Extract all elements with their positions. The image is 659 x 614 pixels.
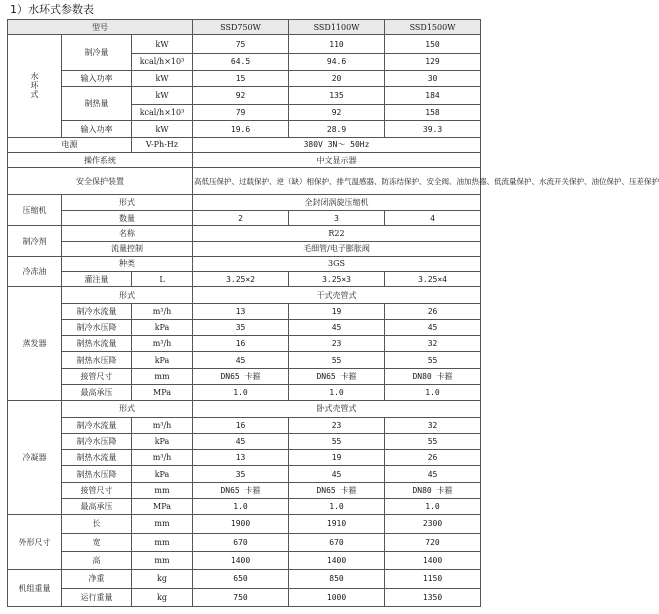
unit-cell: kPa	[132, 466, 193, 482]
value-cell: 13	[193, 303, 289, 319]
label-cell: 形式	[62, 401, 193, 417]
unit-cell: kg	[132, 588, 193, 606]
value-cell: 670	[193, 533, 289, 551]
label-input-power: 输入功率	[62, 70, 132, 86]
unit-cell: kW	[132, 121, 193, 137]
table-row	[8, 194, 481, 210]
unit-cell: m³/h	[132, 336, 193, 352]
value-cell: 650	[193, 570, 289, 588]
value-cell: 92	[289, 105, 385, 121]
page-title: 1）水环式参数表	[10, 3, 94, 16]
label-cell: 名称	[62, 226, 193, 241]
value-cell: 1.0	[193, 499, 289, 515]
unit-cell: kPa	[132, 433, 193, 449]
value-cell: 卧式壳管式	[193, 401, 481, 417]
value-cell: 1400	[289, 551, 385, 569]
unit-cell: m³/h	[132, 303, 193, 319]
value-cell: 16	[193, 417, 289, 433]
label-cell: 制冷水流量	[62, 417, 132, 433]
value-cell: 55	[385, 433, 481, 449]
value-cell: DN80 卡箍	[385, 482, 481, 498]
table-row	[8, 352, 481, 368]
value-cell: 1150	[385, 570, 481, 588]
unit-cell: kg	[132, 570, 193, 588]
table-row	[8, 211, 481, 226]
label-power-supply: 电源	[8, 137, 132, 152]
value-cell: 32	[385, 336, 481, 352]
value-cell: 3.25×4	[385, 272, 481, 287]
value-cell: 3.25×2	[193, 272, 289, 287]
value-cell: 2	[193, 211, 289, 226]
unit-cell: m³/h	[132, 450, 193, 466]
value-cell: 55	[289, 433, 385, 449]
label-cell: 运行重量	[62, 588, 132, 606]
value-cell: 1400	[385, 551, 481, 569]
unit-cell: L	[132, 272, 193, 287]
label-cell: 制冷水压降	[62, 433, 132, 449]
value-cell: 92	[193, 86, 289, 104]
table-row	[8, 533, 481, 551]
table-row	[8, 241, 481, 256]
value-cell: 32	[385, 417, 481, 433]
value-cell: DN80 卡箍	[385, 368, 481, 384]
table-row	[8, 499, 481, 515]
unit-cell: mm	[132, 551, 193, 569]
model-col-3: SSD1500W	[385, 20, 481, 35]
unit-cell: kcal/h×10³	[132, 105, 193, 121]
label-cell: 制热水流量	[62, 450, 132, 466]
value-cell: 184	[385, 86, 481, 104]
value-cell: DN65 卡箍	[193, 482, 289, 498]
table-row	[8, 153, 481, 168]
value-cell: 1350	[385, 588, 481, 606]
value-cell: 1.0	[289, 499, 385, 515]
label-input-power: 输入功率	[62, 121, 132, 137]
value-cell: 28.9	[289, 121, 385, 137]
section-water-ring: 水环式	[8, 35, 62, 138]
label-cell: 净重	[62, 570, 132, 588]
value-cell: 45	[289, 319, 385, 335]
label-cell: 接管尺寸	[62, 482, 132, 498]
label-safety: 安全保护装置	[8, 168, 193, 194]
value-cell: 150	[385, 35, 481, 54]
label-cell: 形式	[62, 194, 193, 210]
table-row	[8, 287, 481, 303]
label-cell: 流量控制	[62, 241, 193, 256]
model-col-1: SSD750W	[193, 20, 289, 35]
table-row	[8, 466, 481, 482]
table-row	[8, 385, 481, 401]
section-refrigerant-oil: 冷冻油	[8, 256, 62, 287]
table-row	[8, 256, 481, 271]
label-cell: 灌注量	[62, 272, 132, 287]
label-cell: 形式	[62, 287, 193, 303]
value-cell: 1.0	[385, 385, 481, 401]
table-row	[8, 168, 481, 194]
table-row	[8, 272, 481, 287]
value-cell: 19	[289, 450, 385, 466]
unit-cell: kW	[132, 35, 193, 54]
table-row	[8, 417, 481, 433]
table-row	[8, 515, 481, 533]
value-cell: 23	[289, 336, 385, 352]
label-cell: 数量	[62, 211, 193, 226]
value-cell: 干式壳管式	[193, 287, 481, 303]
value-cell: 1910	[289, 515, 385, 533]
label-cell: 种类	[62, 256, 193, 271]
section-evaporator: 蒸发器	[8, 287, 62, 401]
label-operating-system: 操作系统	[8, 153, 193, 168]
table-row	[8, 570, 481, 588]
unit-cell: kcal/h×10³	[132, 54, 193, 70]
table-row	[8, 70, 481, 86]
value-cell: 19.6	[193, 121, 289, 137]
value-cell: 26	[385, 303, 481, 319]
section-condenser: 冷凝器	[8, 401, 62, 515]
value-cell: DN65 卡箍	[193, 368, 289, 384]
value-cell: 3GS	[193, 256, 481, 271]
value-cell: 1.0	[385, 499, 481, 515]
table-row	[8, 336, 481, 352]
unit-cell: mm	[132, 482, 193, 498]
value-cell: 110	[289, 35, 385, 54]
value-cell: 39.3	[385, 121, 481, 137]
unit-cell: kPa	[132, 352, 193, 368]
label-cell: 制热水压降	[62, 466, 132, 482]
value-cell: 35	[193, 466, 289, 482]
value-cell: 19	[289, 303, 385, 319]
value-cell: 45	[385, 466, 481, 482]
value-cell: 中文显示器	[193, 153, 481, 168]
value-cell: DN65 卡箍	[289, 368, 385, 384]
value-cell: 55	[385, 352, 481, 368]
unit-cell: mm	[132, 368, 193, 384]
label-cell: 最高承压	[62, 499, 132, 515]
table-row	[8, 303, 481, 319]
value-cell: 毛细管/电子膨胀阀	[193, 241, 481, 256]
value-cell: 1.0	[289, 385, 385, 401]
table-row	[8, 35, 481, 54]
table-row	[8, 319, 481, 335]
label-cell: 制热水压降	[62, 352, 132, 368]
unit-cell: kW	[132, 86, 193, 104]
section-compressor: 压缩机	[8, 194, 62, 226]
value-cell: 1000	[289, 588, 385, 606]
value-cell: DN65 卡箍	[289, 482, 385, 498]
value-cell: 1.0	[193, 385, 289, 401]
value-cell: 1900	[193, 515, 289, 533]
header-row	[8, 20, 481, 35]
value-cell: 高低压保护、过载保护、逆（缺）相保护、排气温感器、防冻结保护、安全阀、油加热器、低流量保护、水流开关保护、油位保护、压差保护	[193, 168, 481, 194]
value-cell: 4	[385, 211, 481, 226]
table-row	[8, 86, 481, 104]
value-cell: 26	[385, 450, 481, 466]
table-row	[8, 482, 481, 498]
value-cell: 45	[193, 352, 289, 368]
table-row	[8, 121, 481, 137]
table-row	[8, 137, 481, 152]
table-row	[8, 450, 481, 466]
section-dimensions: 外形尺寸	[8, 515, 62, 570]
table-row	[8, 551, 481, 569]
value-cell: 30	[385, 70, 481, 86]
label-cell: 制冷水压降	[62, 319, 132, 335]
value-cell: 45	[385, 319, 481, 335]
value-cell: 全封闭涡旋压缩机	[193, 194, 481, 210]
value-cell: 670	[289, 533, 385, 551]
value-cell: 79	[193, 105, 289, 121]
model-header: 型号	[8, 20, 193, 35]
spec-table	[7, 19, 659, 607]
label-cell: 制热水流量	[62, 336, 132, 352]
value-cell: 75	[193, 35, 289, 54]
value-cell: 750	[193, 588, 289, 606]
unit-cell: MPa	[132, 385, 193, 401]
value-cell: 850	[289, 570, 385, 588]
value-cell: 16	[193, 336, 289, 352]
table-row	[8, 368, 481, 384]
label-cell: 宽	[62, 533, 132, 551]
value-cell: 3	[289, 211, 385, 226]
value-cell: 15	[193, 70, 289, 86]
value-cell: 1400	[193, 551, 289, 569]
value-cell: 45	[289, 466, 385, 482]
unit-cell: mm	[132, 515, 193, 533]
value-cell: 13	[193, 450, 289, 466]
value-cell: 3.25×3	[289, 272, 385, 287]
model-col-2: SSD1100W	[289, 20, 385, 35]
value-cell: 20	[289, 70, 385, 86]
unit-cell: kW	[132, 70, 193, 86]
label-heating-capacity: 制热量	[62, 86, 132, 121]
unit-cell: m³/h	[132, 417, 193, 433]
value-cell: 45	[193, 433, 289, 449]
value-cell: 158	[385, 105, 481, 121]
value-cell: 64.5	[193, 54, 289, 70]
unit-cell: MPa	[132, 499, 193, 515]
label-cell: 高	[62, 551, 132, 569]
value-cell: 2300	[385, 515, 481, 533]
label-cell: 最高承压	[62, 385, 132, 401]
value-cell: 380V 3N～ 50Hz	[193, 137, 481, 152]
value-cell: 94.6	[289, 54, 385, 70]
value-cell: 55	[289, 352, 385, 368]
unit-cell: V-Ph-Hz	[132, 137, 193, 152]
table-row	[8, 588, 481, 606]
label-cooling-capacity: 制冷量	[62, 35, 132, 71]
label-cell: 长	[62, 515, 132, 533]
section-unit-weight: 机组重量	[8, 570, 62, 607]
value-cell: 23	[289, 417, 385, 433]
value-cell: 129	[385, 54, 481, 70]
value-cell: 135	[289, 86, 385, 104]
unit-cell: mm	[132, 533, 193, 551]
table-row	[8, 433, 481, 449]
unit-cell: kPa	[132, 319, 193, 335]
label-cell: 制冷水流量	[62, 303, 132, 319]
label-cell: 接管尺寸	[62, 368, 132, 384]
table-row	[8, 226, 481, 241]
value-cell: R22	[193, 226, 481, 241]
value-cell: 720	[385, 533, 481, 551]
section-refrigerant: 制冷剂	[8, 226, 62, 257]
value-cell: 35	[193, 319, 289, 335]
table-row	[8, 401, 481, 417]
